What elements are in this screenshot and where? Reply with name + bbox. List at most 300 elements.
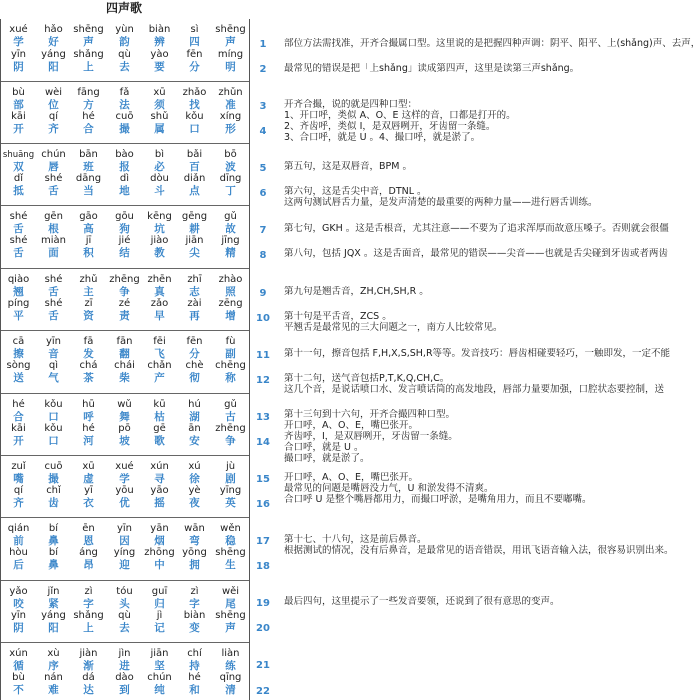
pinyin: yǎo: [9, 586, 28, 597]
poem-row: [1, 547, 249, 573]
page-title: 四声歌: [105, 1, 142, 15]
poem-cell: [107, 360, 142, 385]
poem-cell: [177, 399, 212, 424]
poem-cell: [142, 173, 177, 198]
pinyin: dào: [115, 672, 134, 683]
pinyin: chá: [79, 360, 98, 371]
pinyin: hé: [82, 423, 95, 434]
poem-cell: [213, 523, 248, 548]
pinyin: sòng: [6, 360, 31, 371]
pinyin: chái: [114, 360, 135, 371]
pinyin: jiān: [185, 235, 204, 246]
hanzi: 唇: [48, 161, 59, 173]
poem-cell: [142, 360, 177, 385]
hanzi: 斗: [154, 185, 165, 197]
poem-cell: [213, 149, 248, 174]
poem-cell: [142, 672, 177, 697]
pinyin: yè: [188, 485, 201, 496]
poem-cell: [71, 173, 106, 198]
pinyin: tóu: [116, 586, 133, 597]
note-12: 第十三句到十六句，开齐合撮四种口型。 开口呼，A、O、E，嘴巴张开。 齐齿呼，I，是双唇咧开，牙齿留一条缝。 合口呼，就是 U 。 撮口呼，就是淤了。: [284, 409, 458, 464]
pinyin: hú: [188, 399, 201, 410]
hanzi: 安: [189, 435, 200, 447]
poem-cell: [1, 523, 36, 548]
poem-cell: [177, 586, 212, 611]
pinyin: zhǔ: [79, 274, 98, 285]
pinyin: yíng: [113, 547, 136, 558]
hanzi: 产: [154, 372, 165, 384]
hanzi: 齐: [13, 497, 24, 509]
hanzi: 舌: [48, 185, 59, 197]
note-1: 部位方法需找准，开齐合撮属口型。这里说的是把握四种声调：阴平、阳平、上(shǎng)声、去声，: [284, 38, 700, 49]
poem-cell: [71, 235, 106, 260]
poem-cell: [1, 235, 36, 260]
pinyin: hé: [188, 672, 201, 683]
poem-cell: [71, 523, 106, 548]
poem-cell: [36, 87, 71, 112]
poem-cell: [36, 423, 71, 448]
pinyin: yīng: [219, 485, 242, 496]
pinyin: xū: [153, 87, 166, 98]
hanzi: 优: [119, 497, 130, 509]
hanzi: 波: [225, 161, 236, 173]
poem-cell: [213, 111, 248, 136]
pinyin: qián: [7, 523, 30, 534]
hanzi: 英: [225, 497, 236, 509]
hanzi: 声: [225, 622, 236, 634]
hanzi: 属: [154, 123, 165, 135]
poem-row: [1, 49, 249, 75]
hanzi: 鼻: [48, 559, 59, 571]
line-number: 20: [256, 623, 270, 634]
line-number: 10: [256, 313, 270, 324]
poem-table: [0, 19, 250, 700]
poem-cell: [71, 111, 106, 136]
pinyin: dāng: [75, 173, 102, 184]
poem-cell: [1, 24, 36, 49]
hanzi: 烟: [154, 535, 165, 547]
note-9: 第十句是平舌音，ZCS 。 平翘舌是最常见的三大问题之一，南方人比较常见。: [284, 311, 503, 333]
pinyin: yīn: [116, 523, 133, 534]
pinyin: gǔ: [224, 399, 237, 410]
poem-row: [1, 173, 249, 199]
hanzi: 舌: [48, 310, 59, 322]
pinyin: bān: [79, 149, 98, 160]
note-4: 第五句，这是双唇音，BPM 。: [284, 161, 412, 172]
pinyin: wān: [184, 523, 205, 534]
poem-cell: [177, 87, 212, 112]
hanzi: 齿: [48, 497, 59, 509]
pinyin: bō: [224, 149, 237, 160]
pinyin: jié: [118, 235, 131, 246]
hanzi: 中: [154, 559, 165, 571]
hanzi: 徐: [189, 473, 200, 485]
line-number: 14: [256, 437, 270, 448]
poem-cell: [107, 423, 142, 448]
pinyin: liàn: [221, 648, 240, 659]
poem-cell: [177, 274, 212, 299]
poem-cell: [36, 149, 71, 174]
poem-cell: [71, 49, 106, 74]
pinyin: dì: [119, 173, 130, 184]
pinyin: shé: [44, 173, 63, 184]
poem-cell: [1, 547, 36, 572]
hanzi: 舞: [119, 411, 130, 423]
poem-cell: [107, 485, 142, 510]
hanzi: 音: [48, 348, 59, 360]
pinyin: shēng: [215, 24, 246, 35]
hanzi: 精: [225, 247, 236, 259]
pinyin: kǒu: [44, 423, 63, 434]
pinyin: xún: [150, 461, 169, 472]
hanzi: 练: [225, 660, 236, 672]
pinyin: wèi: [44, 87, 63, 98]
poem-cell: [71, 399, 106, 424]
poem-cell: [36, 485, 71, 510]
hanzi: 方: [83, 99, 94, 111]
hanzi: 枯: [154, 411, 165, 423]
poem-cell: [213, 336, 248, 361]
hanzi: 和: [189, 684, 200, 696]
poem-cell: [142, 336, 177, 361]
hanzi: 记: [154, 622, 165, 634]
pinyin: kū: [153, 399, 166, 410]
pinyin: shuāng: [2, 150, 35, 160]
hanzi: 因: [119, 535, 130, 547]
poem-cell: [142, 586, 177, 611]
hanzi: 虚: [83, 473, 94, 485]
hanzi: 进: [119, 660, 130, 672]
poem-cell: [1, 87, 36, 112]
note-2: 最常见的错误是把「上shǎng」读成第四声，这里是读第三声shǎng。: [284, 63, 580, 74]
pinyin: qù: [118, 49, 131, 60]
hanzi: 班: [83, 161, 94, 173]
poem-cell: [107, 149, 142, 174]
poem-cell: [36, 523, 71, 548]
pinyin: kēng: [147, 211, 172, 222]
poem-cell: [142, 24, 177, 49]
poem-cell: [177, 485, 212, 510]
pinyin: bí: [48, 547, 59, 558]
hanzi: 声: [83, 36, 94, 48]
hanzi: 报: [119, 161, 130, 173]
hanzi: 称: [225, 372, 236, 384]
hanzi: 点: [189, 185, 200, 197]
hanzi: 齐: [48, 123, 59, 135]
hanzi: 柴: [119, 372, 130, 384]
poem-cell: [1, 336, 36, 361]
pinyin: shé: [44, 274, 63, 285]
poem-cell: [177, 672, 212, 697]
hanzi: 照: [225, 286, 236, 298]
pinyin: qí: [48, 111, 59, 122]
hanzi: 弯: [189, 535, 200, 547]
poem-cell: [36, 49, 71, 74]
pinyin: chún: [41, 149, 66, 160]
poem-cell: [107, 235, 142, 260]
pinyin: yīn: [10, 610, 27, 621]
pinyin: shēng: [215, 547, 246, 558]
poem-cell: [213, 274, 248, 299]
pinyin: yī: [84, 485, 93, 496]
poem-cell: [71, 586, 106, 611]
poem-cell: [1, 648, 36, 673]
pinyin: shé: [9, 235, 28, 246]
hanzi: 积: [83, 247, 94, 259]
poem-cell: [213, 648, 248, 673]
hanzi: 再: [189, 310, 200, 322]
poem-cell: [36, 274, 71, 299]
hanzi: 变: [189, 622, 200, 634]
pinyin: shǎng: [73, 49, 104, 60]
poem-cell: [107, 461, 142, 486]
pinyin: chēng: [215, 360, 246, 371]
pinyin: cuō: [44, 461, 63, 472]
poem-cell: [36, 399, 71, 424]
hanzi: 阴: [13, 622, 24, 634]
hanzi: 呼: [83, 411, 94, 423]
poem-cell: [71, 298, 106, 323]
hanzi: 形: [225, 123, 236, 135]
line-number: 17: [256, 536, 270, 547]
pinyin: qì: [48, 360, 59, 371]
hanzi: 后: [13, 559, 24, 571]
hanzi: 送: [13, 372, 24, 384]
pinyin: zhēng: [109, 274, 140, 285]
poem-cell: [142, 274, 177, 299]
poem-cell: [107, 648, 142, 673]
hanzi: 古: [225, 411, 236, 423]
hanzi: 根: [48, 223, 59, 235]
pinyin: zì: [190, 586, 199, 597]
hanzi: 坑: [154, 223, 165, 235]
pinyin: jī: [85, 235, 92, 246]
hanzi: 河: [83, 435, 94, 447]
poem-cell: [213, 461, 248, 486]
poem-cell: [71, 610, 106, 635]
poem-cell: [177, 547, 212, 572]
poem-cell: [107, 336, 142, 361]
hanzi: 剧: [225, 473, 236, 485]
pinyin: zhī: [187, 274, 202, 285]
hanzi: 合: [83, 123, 94, 135]
poem-cell: [213, 49, 248, 74]
pinyin: xíng: [219, 111, 242, 122]
hanzi: 必: [154, 161, 165, 173]
poem-cell: [71, 149, 106, 174]
note-3: 开齐合撮，说的就是四种口型： 1、开口呼，类似 A、O、E 这样的音，口都是打开的。 2、齐齿呼，类似 I，是双唇咧开，牙齿留一条缝。 3、合口呼，就是 U 。4、撮口呼，就是淤了。: [284, 99, 516, 143]
pinyin: jìn: [118, 648, 131, 659]
hanzi: 飞: [154, 348, 165, 360]
pinyin: hé: [82, 111, 95, 122]
pinyin: qí: [13, 485, 24, 496]
hanzi: 稳: [225, 535, 236, 547]
line-number: 2: [259, 64, 267, 75]
poem-cell: [1, 461, 36, 486]
poem-cell: [177, 49, 212, 74]
pinyin: fān: [116, 336, 133, 347]
pinyin: miàn: [41, 235, 66, 246]
poem-cell: [107, 211, 142, 236]
hanzi: 恩: [83, 535, 94, 547]
note-7: 第八句，包括 JQX 。这是舌面音，最常见的错误——尖音——也就是舌尖碰到牙齿或者两齿: [284, 248, 668, 259]
pinyin: fēn: [186, 49, 203, 60]
pinyin: yīn: [45, 336, 62, 347]
pinyin: bǎi: [186, 149, 203, 160]
pinyin: xù: [47, 648, 60, 659]
poem-cell: [107, 173, 142, 198]
poem-cell: [107, 672, 142, 697]
pinyin: chún: [147, 672, 172, 683]
pinyin: cuō: [115, 111, 134, 122]
poem-row: [1, 268, 249, 299]
hanzi: 须: [154, 99, 165, 111]
hanzi: 位: [48, 99, 59, 111]
hanzi: 气: [48, 372, 59, 384]
poem-cell: [213, 235, 248, 260]
poem-cell: [36, 461, 71, 486]
hanzi: 紧: [48, 598, 59, 610]
poem-cell: [177, 336, 212, 361]
poem-cell: [36, 610, 71, 635]
pinyin: bí: [48, 523, 59, 534]
pinyin: sì: [190, 24, 199, 35]
hanzi: 口: [48, 435, 59, 447]
poem-cell: [107, 274, 142, 299]
pinyin: yào: [150, 49, 169, 60]
hanzi: 找: [189, 99, 200, 111]
pinyin: dǐ: [13, 173, 24, 184]
hanzi: 循: [13, 660, 24, 672]
pinyin: shé: [9, 211, 28, 222]
line-number: 22: [256, 686, 270, 697]
hanzi: 擦: [13, 348, 24, 360]
hanzi: 开: [13, 435, 24, 447]
poem-cell: [213, 610, 248, 635]
poem-cell: [177, 523, 212, 548]
hanzi: 夜: [189, 497, 200, 509]
pinyin: zhǎo: [182, 87, 207, 98]
poem-cell: [71, 211, 106, 236]
poem-cell: [1, 111, 36, 136]
pinyin: chè: [185, 360, 204, 371]
poem-cell: [71, 336, 106, 361]
poem-cell: [36, 360, 71, 385]
hanzi: 好: [48, 36, 59, 48]
pinyin: jiào: [150, 235, 169, 246]
poem-cell: [71, 24, 106, 49]
pinyin: shēng: [73, 24, 104, 35]
pinyin: dòu: [150, 173, 169, 184]
poem-cell: [107, 298, 142, 323]
hanzi: 辨: [154, 36, 165, 48]
pinyin: fāng: [77, 87, 100, 98]
line-number: 15: [256, 474, 270, 485]
line-number: 7: [259, 225, 267, 236]
pinyin: gēn: [44, 211, 63, 222]
poem-cell: [177, 298, 212, 323]
poem-cell: [36, 298, 71, 323]
hanzi: 志: [189, 286, 200, 298]
hanzi: 翘: [13, 286, 24, 298]
poem-row: [1, 81, 249, 112]
pinyin: xū: [82, 461, 95, 472]
line-number: 1: [259, 39, 267, 50]
pinyin: shé: [44, 298, 63, 309]
hanzi: 茶: [83, 372, 94, 384]
poem-cell: [1, 49, 36, 74]
line-number: 18: [256, 561, 270, 572]
pinyin: gēng: [181, 211, 208, 222]
pinyin: kǒu: [44, 399, 63, 410]
hanzi: 字: [189, 598, 200, 610]
hanzi: 彻: [189, 372, 200, 384]
pinyin: hé: [12, 399, 25, 410]
hanzi: 争: [119, 286, 130, 298]
hanzi: 摇: [154, 497, 165, 509]
hanzi: 面: [48, 247, 59, 259]
poem-cell: [177, 648, 212, 673]
poem-cell: [107, 111, 142, 136]
hanzi: 副: [225, 348, 236, 360]
hanzi: 尖: [189, 247, 200, 259]
poem-cell: [213, 672, 248, 697]
poem-cell: [1, 672, 36, 697]
line-number: 4: [259, 126, 267, 137]
hanzi: 舌: [48, 286, 59, 298]
hanzi: 序: [48, 660, 59, 672]
poem-cell: [142, 235, 177, 260]
hanzi: 平: [13, 310, 24, 322]
poem-row: [1, 143, 249, 174]
hanzi: 衣: [83, 497, 94, 509]
poem-cell: [107, 547, 142, 572]
line-number: 8: [259, 250, 267, 261]
hanzi: 地: [119, 185, 130, 197]
hanzi: 声: [225, 36, 236, 48]
hanzi: 去: [119, 622, 130, 634]
hanzi: 坚: [154, 660, 165, 672]
poem-cell: [142, 523, 177, 548]
hanzi: 撮: [48, 473, 59, 485]
line-number: 3: [259, 101, 267, 112]
note-5: 第六句，这是舌尖中音，DTNL 。 这两句测试唇舌力量，是发声清楚的最重要的两种力量——进行唇舌训练。: [284, 186, 598, 208]
hanzi: 拥: [189, 559, 200, 571]
hanzi: 撮: [119, 123, 130, 135]
hanzi: 故: [225, 223, 236, 235]
hanzi: 早: [154, 310, 165, 322]
hanzi: 明: [225, 61, 236, 73]
pinyin: yīn: [10, 49, 27, 60]
pinyin: dá: [82, 672, 95, 683]
line-number: 13: [256, 412, 270, 423]
pinyin: gǔ: [224, 211, 237, 222]
pinyin: bù: [12, 672, 25, 683]
poem-cell: [142, 87, 177, 112]
poem-cell: [213, 24, 248, 49]
poem-cell: [177, 235, 212, 260]
pinyin: diǎn: [183, 173, 206, 184]
pinyin: gē: [153, 423, 166, 434]
note-15: 最后四句，这里提示了一些发音要领，还说到了很有意思的变声。: [284, 596, 560, 607]
pinyin: bì: [154, 149, 165, 160]
pinyin: kǒu: [185, 111, 204, 122]
pinyin: guī: [151, 586, 168, 597]
poem-cell: [36, 235, 71, 260]
line-number: 12: [256, 375, 270, 386]
pinyin: biàn: [148, 24, 171, 35]
poem-cell: [1, 399, 36, 424]
